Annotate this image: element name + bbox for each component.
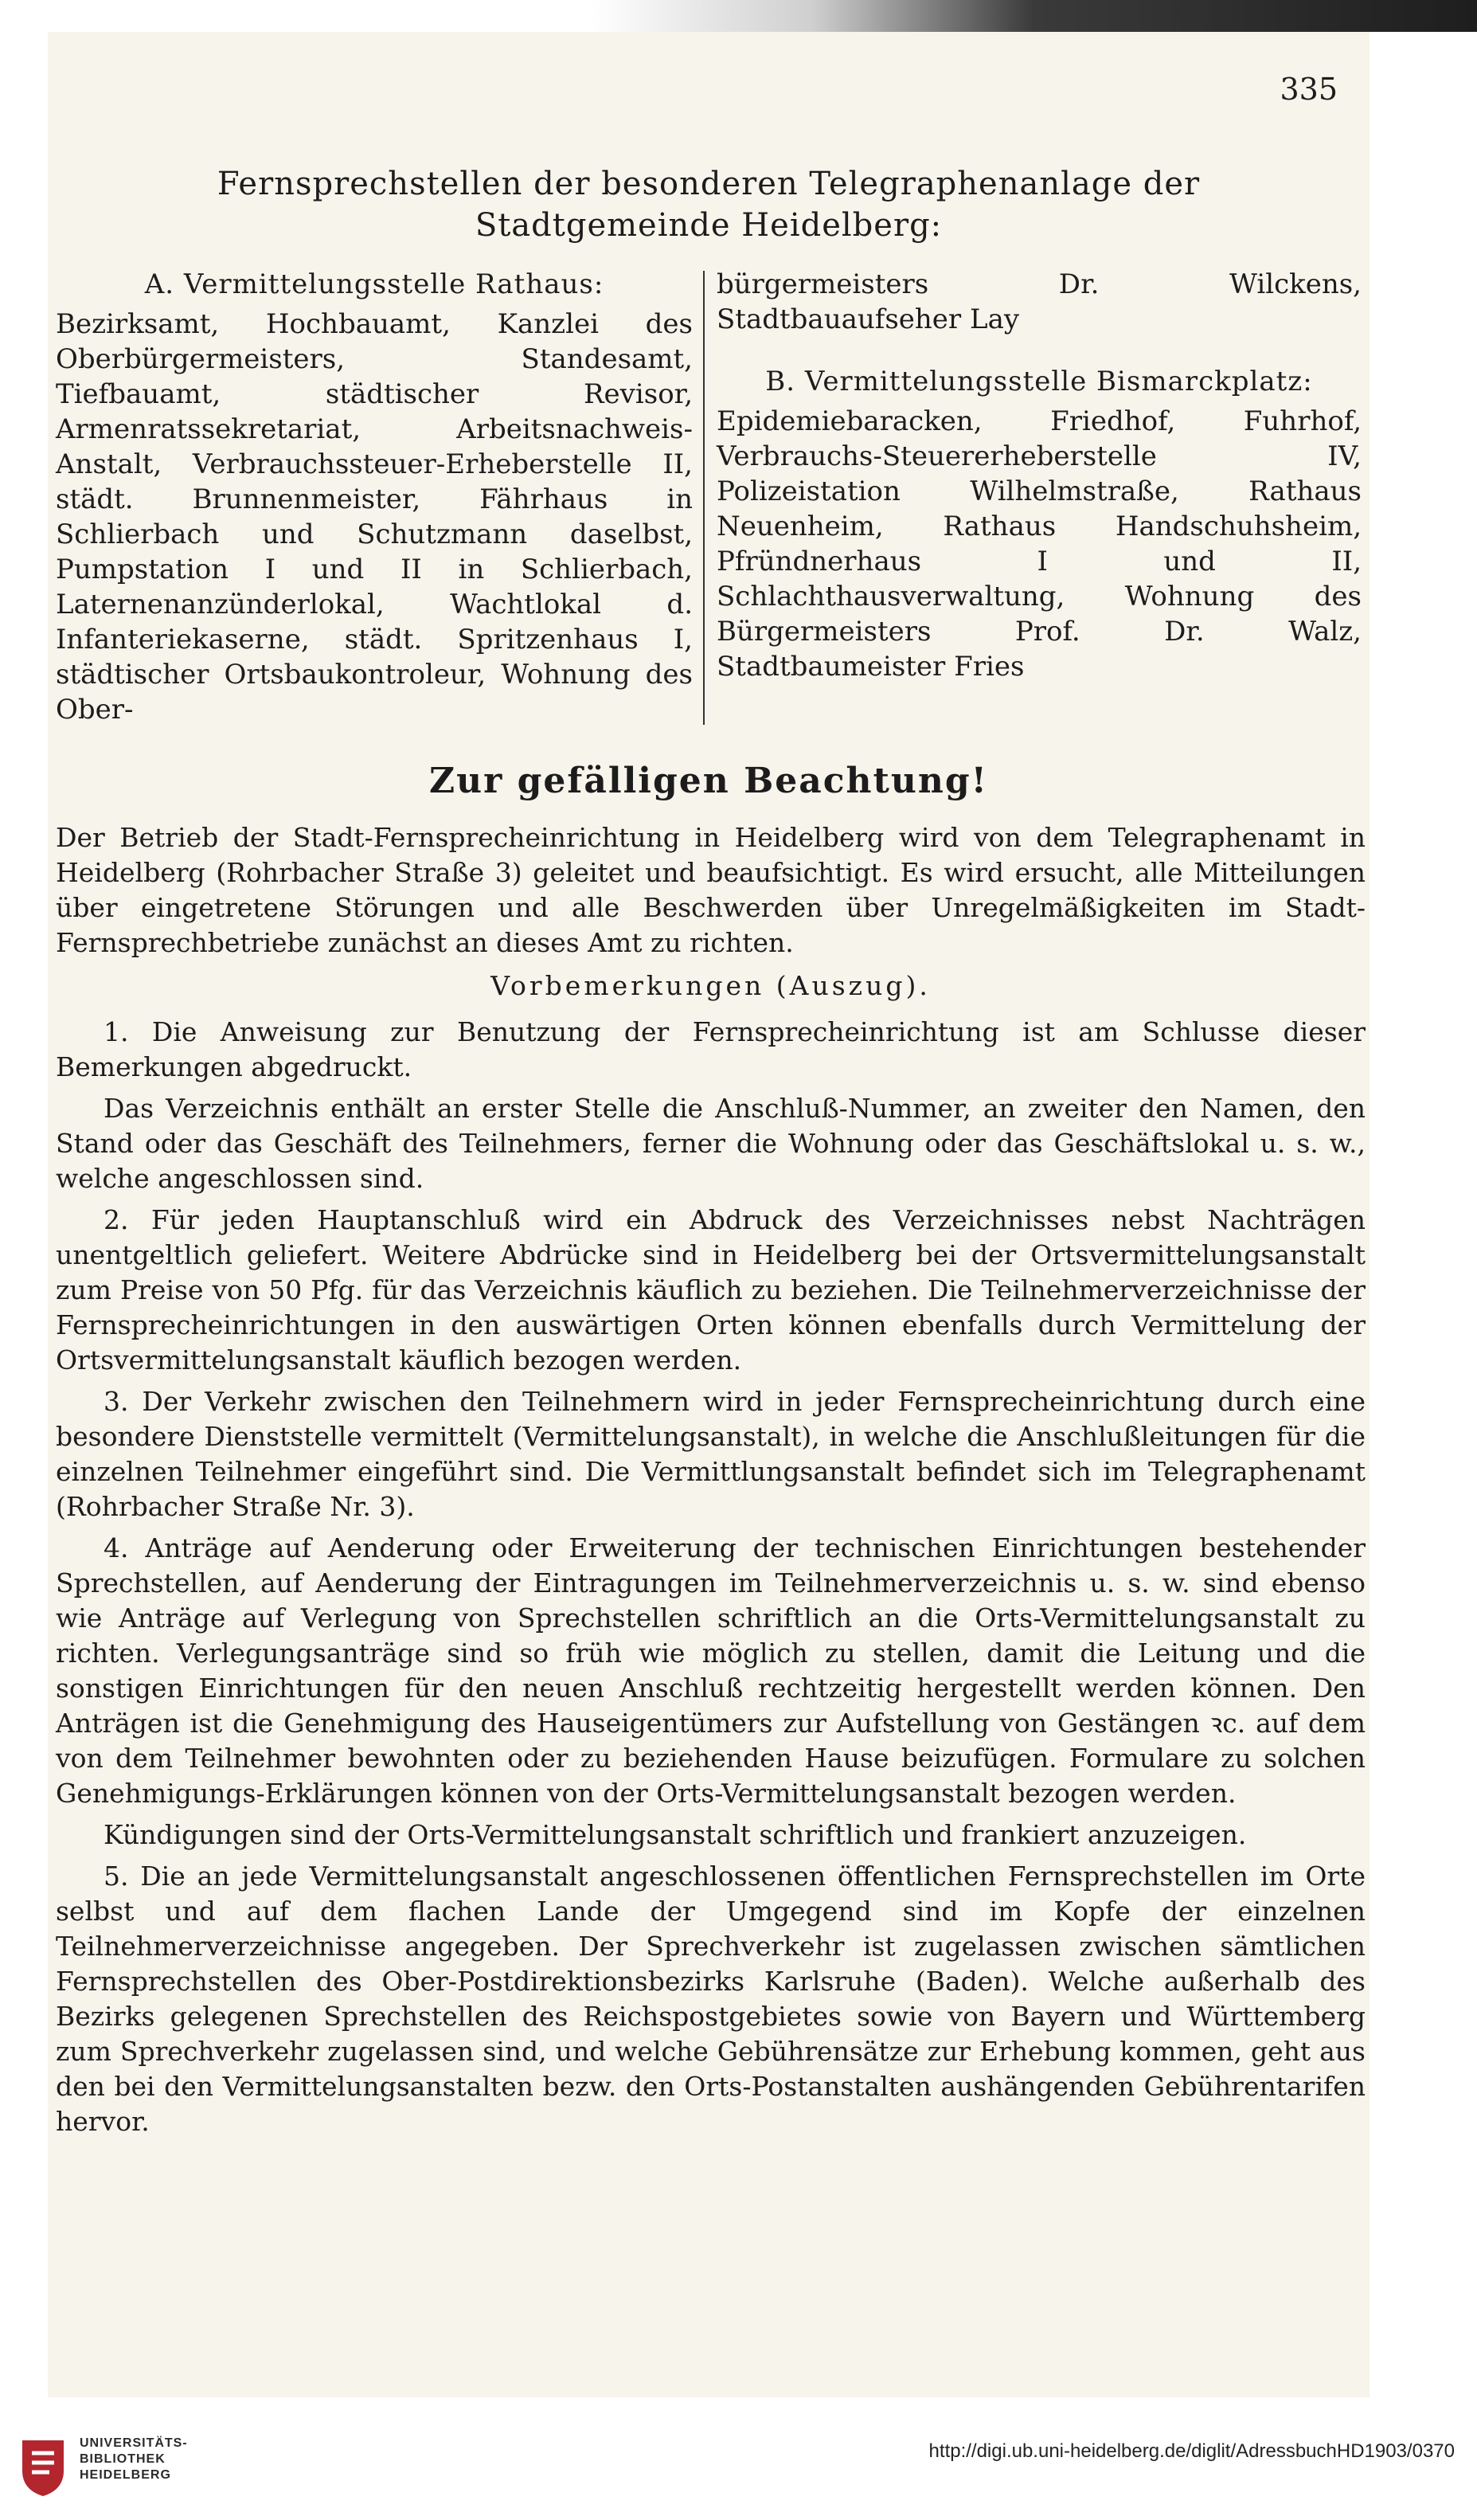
institution-line-1: UNIVERSITÄTS-	[80, 2436, 188, 2450]
page-number: 335	[1280, 72, 1338, 107]
paragraph-5: 5. Die an jede Vermittelungsanstalt angeschlossenen öffentlichen Fernsprechstellen im Orte selbst und auf dem flachen Lande der Umgegend sind im Kopfe der einzelnen Teilnehmerverzeichnisse angegeben. Der Sprechverkehr ist zugelassen zwischen sämtlichen Fernsprechstellen des Ober-Postdirektionsbezirks Karlsruhe (Baden). Welche außerhalb des Bezirks gelegenen Sprechstellen des Reichspostgebietes sowie von Bayern und Württemberg zum Sprechverkehr zugelassen sind, und welche Gebührensätze zur Erhebung kommen, geht aus den bei den Vermittelungsanstalten bezw. den Orts-Postanstalten aushängenden Gebührentarifen hervor.	[56, 1861, 1366, 2137]
source-url-link[interactable]: http://digi.ub.uni-heidelberg.de/diglit/AdressbuchHD1903/0370	[928, 2440, 1455, 2462]
institution-line-3: HEIDELBERG	[80, 2468, 171, 2482]
paragraph-2: 2. Für jeden Hauptanschluß wird ein Abdruck des Verzeichnisses nebst Nachträgen unentgeltlich geliefert. Weitere Abdrücke sind in Heidelberg bei der Ortsvermittelungsanstalt zum Preise von 50 Pfg. für das Verzeichnis käuflich zu beziehen. Die Teilnehmerverzeichnisse der Fernsprecheinrichtungen in den auswärtigen Orten können ebenfalls durch Vermittelung der Ortsvermittelungsanstalt käuflich bezogen werden.	[56, 1204, 1366, 1375]
institution-line-2: BIBLIOTHEK	[80, 2452, 166, 2466]
scan-edge	[0, 0, 1477, 32]
section-text-bismarckplatz: Epidemiebaracken, Friedhof, Fuhrhof, Verbrauchs-Steuererheberstelle IV, Polizeistation Wilhelmstraße, Rathaus Neuenheim, Rathaus Handschuhsheim, Pfründnerhaus I und II, Schlachthausverwaltung, Wohnung des Bürgermeisters Prof. Dr. Walz, Stadtbaumeister Fries	[717, 405, 1362, 683]
left-column	[56, 267, 693, 727]
paragraph-4b: Kündigungen sind der Orts-Vermittelungsanstalt schriftlich und frankiert anzuzeigen.	[104, 1819, 1247, 1850]
section-heading-rathaus: A. Vermittelungsstelle Rathaus:	[144, 268, 604, 300]
right-column	[717, 267, 1362, 684]
paragraph-1: 1. Die Anweisung zur Benutzung der Fernsprecheinrichtung ist am Schlusse dieser Bemerkungen abgedruckt.	[56, 1016, 1366, 1082]
vorbemerkungen-heading: Vorbemerkungen (Auszug).	[490, 970, 931, 1001]
document-page	[48, 32, 1370, 2397]
section-continuation: bürgermeisters Dr. Wilckens, Stadtbauaufseher Lay	[717, 268, 1362, 335]
body-text	[56, 820, 1366, 2146]
intro-paragraph: Der Betrieb der Stadt-Fernsprecheinrichtung in Heidelberg wird von dem Telegraphenamt in Heidelberg (Rohrbacher Straße 3) geleitet und beaufsichtigt. Es wird ersucht, alle Mitteilungen über eingetretene Störungen und alle Beschwerden über Unregelmäßigkeiten im Stadt-Fernsprechbetriebe zunächst an dieses Amt zu richten.	[56, 822, 1366, 958]
institution-name	[80, 2436, 188, 2483]
footer-bar	[0, 2421, 1477, 2520]
heidelberg-library-logo-icon	[18, 2434, 68, 2498]
paragraph-4: 4. Anträge auf Aenderung oder Erweiterung der technischen Einrichtungen bestehender Sprechstellen, auf Aenderung der Eintragungen im Teilnehmerverzeichnis u. s. w. sind ebenso wie Anträge auf Verlegung von Sprechstellen schriftlich an die Orts-Vermittelungsanstalt zu richten. Verlegungsanträge sind so früh wie möglich zu stellen, damit die Leitung und die sonstigen Einrichtungen für den neuen Anschluß rechtzeitig hergestellt werden können. Den Anträgen ist die Genehmigung des Hauseigentümers zur Aufstellung von Gestängen ꝛc. auf dem von dem Teilnehmer bewohnten oder zu beziehenden Hause beizufügen. Formulare zu solchen Genehmigungs-Erklärungen können von der Orts-Vermittelungsanstalt bezogen werden.	[56, 1532, 1366, 1809]
section-heading-bismarckplatz: B. Vermittelungsstelle Bismarckplatz:	[765, 366, 1313, 397]
paragraph-1b: Das Verzeichnis enthält an erster Stelle die Anschluß-Nummer, an zweiter den Namen, den Stand oder das Geschäft des Teilnehmers, ferner die Wohnung oder das Geschäftslokal u. s. w., welche angeschlossen sind.	[56, 1093, 1366, 1194]
column-divider	[703, 271, 705, 725]
page-title: Fernsprechstellen der besonderen Telegraphenanlage der Stadtgemeinde Heidelberg:	[217, 166, 1201, 244]
notice-title: Zur gefälligen Beachtung!	[429, 761, 988, 801]
section-text-rathaus: Bezirksamt, Hochbauamt, Kanzlei des Oberbürgermeisters, Standesamt, Tiefbauamt, städtischer Revisor, Armenratssekretariat, Arbeitsnachweis-Anstalt, Verbrauchssteuer-Erheberstelle II, städt. Brunnenmeister, Fährhaus in Schlierbach und Schutzmann daselbst, Pumpstation I und II in Schlierbach, Laternenanzünderlokal, Wachtlokal d. Infanteriekaserne, städt. Spritzenhaus I, städtischer Ortsbaukontroleur, Wohnung des Ober-	[56, 308, 693, 726]
paragraph-3: 3. Der Verkehr zwischen den Teilnehmern wird in jeder Fernsprecheinrichtung durch eine besondere Dienststelle vermittelt (Vermittelungsanstalt), in welche die Anschlußleitungen für die einzelnen Teilnehmer eingeführt sind. Die Vermittlungsanstalt befindet sich im Telegraphenamt (Rohrbacher Straße Nr. 3).	[56, 1386, 1366, 1522]
